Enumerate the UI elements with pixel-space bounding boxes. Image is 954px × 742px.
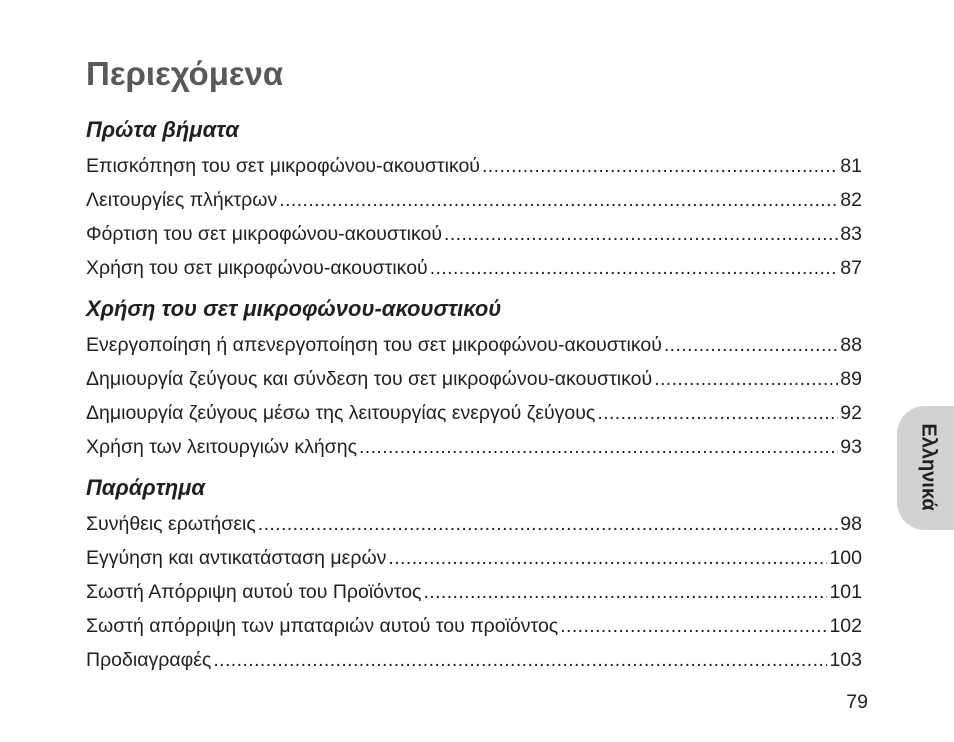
toc-entry[interactable] [86,396,862,430]
toc-entry-page: 87 [840,257,862,279]
toc-entry[interactable] [86,362,862,396]
dot-leader [359,430,838,464]
toc-entry[interactable] [86,430,862,464]
dot-leader [597,396,838,430]
dot-leader [664,328,838,362]
dot-leader [444,217,838,251]
toc-entry-title: Σωστή απόρριψη των μπαταριών αυτού του προϊόντος [86,615,559,637]
toc-entry-page: 92 [840,402,862,424]
page-title: Περιεχόμενα [86,55,284,92]
dot-leader [213,643,827,677]
toc-entry-page: 81 [840,155,862,177]
toc-entry[interactable] [86,328,862,362]
toc-entry[interactable] [86,609,862,643]
toc-entry-title: Επισκόπηση του σετ μικροφώνου-ακουστικού [86,155,480,177]
toc-entry-page: 93 [840,436,862,458]
toc-entry-page: 82 [840,189,862,211]
toc-section-first-steps [86,111,862,285]
dot-leader [258,507,839,541]
dot-leader [560,609,827,643]
section-heading: Πρώτα βήματα [86,117,239,142]
dot-leader [279,183,838,217]
section-heading: Παράρτημα [86,475,206,500]
toc-entry-page: 88 [840,334,862,356]
toc-entry[interactable] [86,149,862,183]
table-of-contents [86,111,862,677]
toc-entry-title: Λειτουργίες πλήκτρων [86,189,278,211]
dot-leader [654,362,838,396]
toc-section-appendix [86,469,862,677]
toc-entry[interactable] [86,217,862,251]
toc-entry[interactable] [86,251,862,285]
toc-entry-title: Σωστή Απόρριψη αυτού του Προϊόντος [86,581,422,603]
page-number: 79 [846,691,868,713]
toc-entry-page: 101 [829,581,862,603]
toc-entry[interactable] [86,575,862,609]
dot-leader [430,251,839,285]
toc-entry-title: Δημιουργία ζεύγους και σύνδεση του σετ μικροφώνου-ακουστικού [86,368,653,390]
toc-entry[interactable] [86,507,862,541]
toc-entry-page: 98 [840,513,862,535]
toc-section-using-headset [86,290,862,464]
toc-entry-page: 102 [829,615,862,637]
toc-entry-page: 83 [840,223,862,245]
dot-leader [482,149,838,183]
toc-entry-page: 103 [829,649,862,671]
dot-leader [423,575,827,609]
toc-entry[interactable] [86,541,862,575]
toc-entry-title: Εγγύηση και αντικατάσταση μερών [86,547,387,569]
toc-entry-title: Χρήση του σετ μικροφώνου-ακουστικού [86,257,428,279]
toc-entry-title: Χρήση των λειτουργιών κλήσης [86,436,357,458]
toc-entry-title: Προδιαγραφές [86,649,212,671]
dot-leader [388,541,827,575]
toc-entry-title: Φόρτιση του σετ μικροφώνου-ακουστικού [86,223,443,245]
toc-entry-page: 89 [840,368,862,390]
language-tab-label: Ελληνικά [917,423,940,511]
toc-entry[interactable] [86,183,862,217]
toc-entry-title: Δημιουργία ζεύγους μέσω της λειτουργίας ενεργού ζεύγους [86,402,596,424]
toc-entry-title: Ενεργοποίηση ή απενεργοποίηση του σετ μικροφώνου-ακουστικού [86,334,662,356]
toc-entry-page: 100 [829,547,862,569]
section-heading: Χρήση του σετ μικροφώνου-ακουστικού [86,296,502,321]
toc-entry-title: Συνήθεις ερωτήσεις [86,513,256,535]
toc-entry[interactable] [86,643,862,677]
